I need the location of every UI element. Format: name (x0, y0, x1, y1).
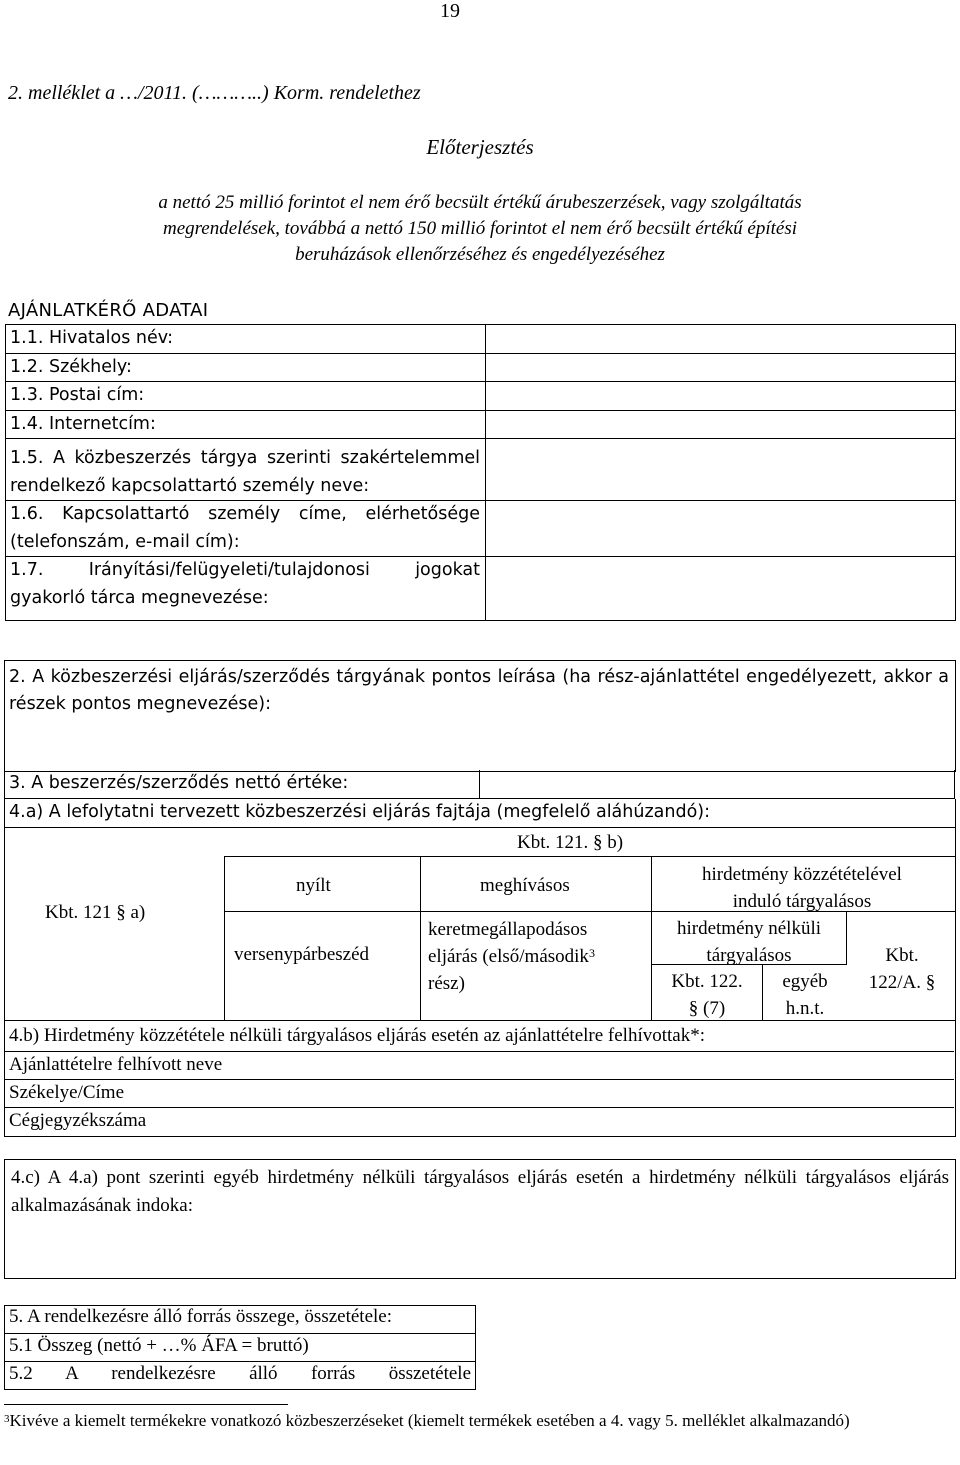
option-keretmegallapodasos[interactable] (428, 916, 595, 997)
row-divider (4, 1079, 954, 1080)
row-divider (4, 1333, 475, 1334)
section5-1-label: 5.1 Összeg (nettó + …% ÁFA = bruttó) (9, 1335, 309, 1356)
row-label: 1.1. Hivatalos név: (6, 325, 486, 354)
row-label: 1.7. Irányítási/felügyeleti/tulajdonosi jogokat gyakorló tárca megnevezése: (6, 557, 486, 621)
szekhely-field[interactable] (486, 353, 956, 382)
grid-divider (846, 911, 847, 964)
option-meghivasos[interactable]: meghívásos (480, 875, 570, 896)
option-versenyparbeszed[interactable]: versenypárbeszéd (234, 944, 370, 965)
option-text-line: keretmegállapodásos (428, 919, 588, 940)
section4b-label: 4.b) Hirdetmény közzététele nélküli tárgyalásos eljárás esetén az ajánlattételre felhívottak*: (9, 1025, 706, 1046)
subtitle-line: megrendelések, továbbá a nettó 150 millió forintot el nem érő becsült értékű építési (162, 218, 798, 239)
section1-heading: AJÁNLATKÉRŐ ADATAI (8, 300, 209, 321)
grid-divider (420, 856, 421, 1020)
row-label: 1.4. Internetcím: (6, 410, 486, 439)
table-row (6, 439, 956, 501)
table-row (6, 325, 956, 354)
option-text-line: 122/A. § (868, 972, 936, 993)
footnote-text: Kivéve a kiemelt termékekre vonatkozó közbeszerzéseket (kiemelt termékek esetében a 4. vagy 5. melléklet alkalmazandó) (9, 1411, 850, 1430)
section5-heading: 5. A rendelkezésre álló forrás összege, összetétele: (9, 1306, 393, 1327)
document-subtitle (0, 190, 960, 268)
kapcsolattarto-cim-field[interactable] (486, 501, 956, 557)
option-kbt-122-7[interactable] (652, 968, 762, 1022)
table-row (6, 382, 956, 411)
table-row (6, 557, 956, 621)
section4c-indok-field[interactable] (5, 1222, 955, 1278)
option-text-line: h.n.t. (785, 998, 825, 1019)
footnote-mark: 3 (4, 1413, 10, 1425)
row-divider (4, 1107, 954, 1108)
option-text-line: § (7) (688, 998, 726, 1019)
section4a-label-cell (4, 799, 956, 828)
option-text-line: hirdetmény nélküli (676, 918, 822, 939)
section3-label: 3. A beszerzés/szerződés nettó értéke: (9, 773, 349, 793)
grid-divider (224, 856, 955, 857)
hivatalos-nev-field[interactable] (486, 325, 956, 354)
option-text-line: tárgyalásos (706, 945, 792, 966)
table-row (6, 353, 956, 382)
option-text-line: Kbt. (885, 945, 919, 966)
footnote-separator (4, 1404, 288, 1405)
annex-reference: 2. melléklet a …/2011. (………..) Korm. rendelethez (8, 82, 421, 104)
section3-label-cell (4, 770, 480, 799)
section5-2-label: 5.2 A rendelkezésre álló forrás összetétele (9, 1363, 471, 1384)
kapcsolattarto-nev-field[interactable] (486, 439, 956, 501)
section1-table (5, 324, 956, 621)
row-label: 1.5. A közbeszerzés tárgya szerinti szakértelemmel rendelkező kapcsolattartó személy neve: (6, 439, 486, 501)
table-row (6, 410, 956, 439)
ajanlattevo-nev-label: Ajánlattételre felhívott neve (9, 1054, 223, 1075)
table-row (6, 501, 956, 557)
internetcim-field[interactable] (486, 410, 956, 439)
section4c-box (4, 1159, 956, 1279)
row-divider (4, 1361, 475, 1362)
option-text-line: eljárás (első/második (428, 946, 589, 967)
section2-box (4, 660, 956, 772)
option-text-line: Kbt. 122. (671, 971, 743, 992)
row-label: 1.3. Postai cím: (6, 382, 486, 411)
option-nyilt[interactable]: nyílt (296, 875, 331, 896)
option-text-line: induló tárgyalásos (732, 891, 872, 912)
kbt-121a-label: Kbt. 121 § a) (45, 902, 146, 923)
grid-divider (224, 856, 225, 1020)
option-text-line: egyéb (782, 971, 828, 992)
section2-field[interactable] (5, 723, 955, 771)
option-text-line: rész) (428, 973, 465, 994)
tarca-field[interactable] (486, 557, 956, 621)
footnote-ref: 3 (588, 946, 595, 960)
section4a-label: 4.a) A lefolytatni tervezett közbeszerzési eljárás fajtája (megfelelő aláhúzandó): (9, 802, 711, 822)
row-label: 1.2. Székhely: (6, 353, 486, 382)
option-text-line: hirdetmény közzétételével (702, 864, 902, 885)
option-hirdetmeny-kozzetetellel[interactable] (652, 861, 952, 915)
netto-ertek-field[interactable] (478, 770, 955, 799)
cegjegyzekszam-label: Cégjegyzékszáma (9, 1110, 147, 1131)
document-title: Előterjesztés (426, 135, 534, 159)
option-hirdetmeny-nelkuli[interactable] (652, 915, 846, 969)
option-kbt-122a[interactable] (850, 942, 954, 996)
kbt-121b-header: Kbt. 121. § b) (517, 832, 624, 853)
page-number: 19 (440, 0, 460, 22)
subtitle-line: beruházások ellenőrzéséhez és engedélyezéséhez (295, 244, 665, 265)
row-label: 1.6. Kapcsolattartó személy címe, elérhetősége (telefonszám, e-mail cím): (6, 501, 486, 557)
szekhely-cim-label: Székelye/Címe (9, 1082, 125, 1103)
option-egyeb-hnt[interactable] (763, 968, 847, 1022)
section2-label: 2. A közbeszerzési eljárás/szerződés tárgyának pontos leírása (ha rész-ajánlattétel engedélyezett, akkor a részek pontos megnevezése): (9, 667, 949, 714)
row-divider (4, 1051, 954, 1052)
subtitle-line: a nettó 25 millió forintot el nem érő becsült értékű árubeszerzések, vagy szolgáltatás (158, 192, 802, 213)
section4c-label: 4.c) A 4.a) pont szerinti egyéb hirdetmény nélküli tárgyalásos eljárás esetén a hirdetmény nélküli tárgyalásos eljárás alkalmazásának indoka: (11, 1167, 949, 1216)
postai-cim-field[interactable] (486, 382, 956, 411)
footnote (4, 1410, 954, 1432)
